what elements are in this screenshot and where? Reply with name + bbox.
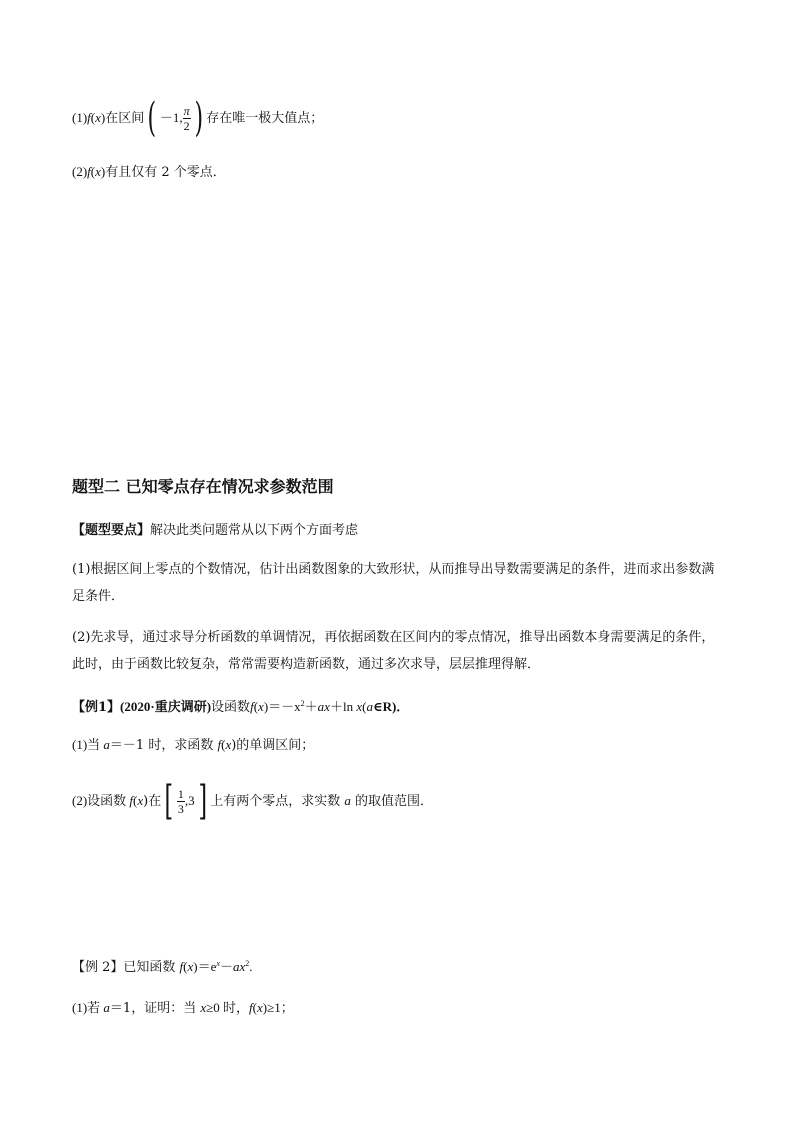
ln: ＋ln (329, 699, 357, 714)
fraction-one-third (177, 787, 185, 816)
exponent: 2 (300, 699, 305, 708)
text: 有且仅有 2 个零点． (105, 165, 226, 180)
var-x: x (137, 793, 144, 808)
function-f: f (179, 959, 184, 974)
function-f: f (249, 1000, 253, 1015)
exponent: x (216, 959, 220, 968)
question-part-1 (72, 95, 324, 142)
var-a: a (103, 737, 110, 752)
function-f: f (217, 737, 222, 752)
tip-label: 【题型要点】 (72, 523, 151, 538)
function-f: f (87, 164, 91, 179)
paren: ) (100, 110, 106, 125)
interval-expression (144, 95, 206, 142)
example-source: (2020·重庆调研) (120, 699, 212, 714)
text: 上有两个零点，求实数 (210, 794, 345, 809)
example-label: 【例 2】 (72, 960, 124, 975)
text: )≥1； (262, 1000, 294, 1015)
function-f: f (129, 793, 134, 808)
text: ＝－1 时，求函数 (109, 738, 218, 753)
paren: ( (90, 164, 96, 179)
var-a: a (232, 959, 240, 974)
var-x: x (258, 699, 264, 714)
example-label: 【例1】 (72, 700, 121, 715)
denominator: 2 (183, 118, 190, 133)
numerator: π (183, 103, 190, 118)
interval-left: －1, (159, 110, 183, 126)
point-2: (2)先求导，通过求导分析函数的单调情况，再依据函数在区间内的零点情况，推导出函数本身需要满足的条件，此时，由于函数比较复杂，常常需要构造新函数，通过多次求导，层层推理得解． (72, 630, 715, 672)
left-paren: ( (147, 95, 157, 142)
var-x: x (187, 959, 194, 974)
example-1-part-2: (2)设函数 f(x)在[ $\frac{1}{3}$ ,3] 上有两个零点，求实数 a 的取值范围． (72, 778, 433, 825)
example-1-part-1: (1)当 a＝－1 时，求函数 f(x)的单调区间； (72, 737, 315, 753)
var-a: a (344, 793, 351, 808)
period: . (249, 959, 253, 974)
var-x: x (95, 164, 101, 179)
numerator: 1 (177, 786, 184, 801)
text: 在区间 (105, 111, 145, 126)
question-part-2 (72, 162, 226, 183)
var-x: x (256, 1000, 263, 1015)
section-tip (72, 521, 358, 541)
text: 存在唯一极大值点； (206, 111, 324, 126)
function-f: f (250, 699, 254, 714)
function-f: f (87, 110, 91, 125)
right-bracket: ] (198, 778, 207, 825)
var-x: x (200, 1000, 207, 1015)
paren: ( (90, 110, 96, 125)
paren: ( (362, 699, 367, 714)
text: 设函数 (211, 700, 251, 715)
exponent: 2 (245, 959, 250, 968)
example-1-statement: 【例1】(2020·重庆调研)设函数$f(x)=-x^2+ax+\ln$ x(a∈R)． (72, 699, 410, 715)
var-x: x (356, 699, 363, 714)
left-bracket: [ (164, 778, 174, 825)
point-1: (1)根据区间上零点的个数情况，估计出函数图象的大致形状，从而推导出导数需要满足的条件，进而求出参数满足条件． (72, 562, 715, 604)
condition: ≥0 时， (206, 1000, 249, 1015)
domain: ∈R)． (372, 699, 410, 714)
text: ＝1，证明：当 (109, 1001, 201, 1016)
part-number: (2)设函数 (72, 793, 130, 808)
minus: － (219, 959, 233, 974)
example-2-statement: 【例 2】已知函数 $f(x)=e^x-ax^2$. (72, 959, 253, 975)
plus: ＋ (304, 699, 318, 714)
equation: )＝－x (263, 699, 301, 714)
tip-text: 解决此类问题常从以下两个方面考虑 (150, 523, 359, 538)
example-2-part-1: (1)若 a＝1，证明：当 x≥0 时，f(x)≥1； (72, 1000, 294, 1016)
var-x: x (225, 737, 232, 752)
interval-expression (161, 779, 210, 824)
denominator: 3 (177, 801, 184, 816)
fraction-pi-over-2 (183, 104, 191, 133)
section-title: 题型二 已知零点存在情况求参数范围 (72, 477, 334, 496)
text: 已知函数 (123, 960, 180, 975)
var-x: x (239, 959, 246, 974)
paren: ) (100, 164, 106, 179)
text: )在 (143, 794, 162, 809)
var-a: a (103, 1000, 110, 1015)
var-x: x (324, 699, 330, 714)
text: )的单调区间； (231, 738, 315, 753)
right-paren: ) (194, 95, 203, 142)
var-a: a (366, 699, 373, 714)
var-x: x (95, 110, 101, 125)
part-number: (1)若 (72, 1000, 104, 1015)
part-number: (2) (72, 164, 88, 179)
part-number: (1)当 (72, 737, 104, 752)
var-a: a (317, 699, 325, 714)
equation: )＝e (193, 959, 217, 974)
text: 的取值范围． (350, 794, 433, 809)
interval-right: ,3 (184, 793, 195, 809)
part-number: (1) (72, 110, 88, 125)
